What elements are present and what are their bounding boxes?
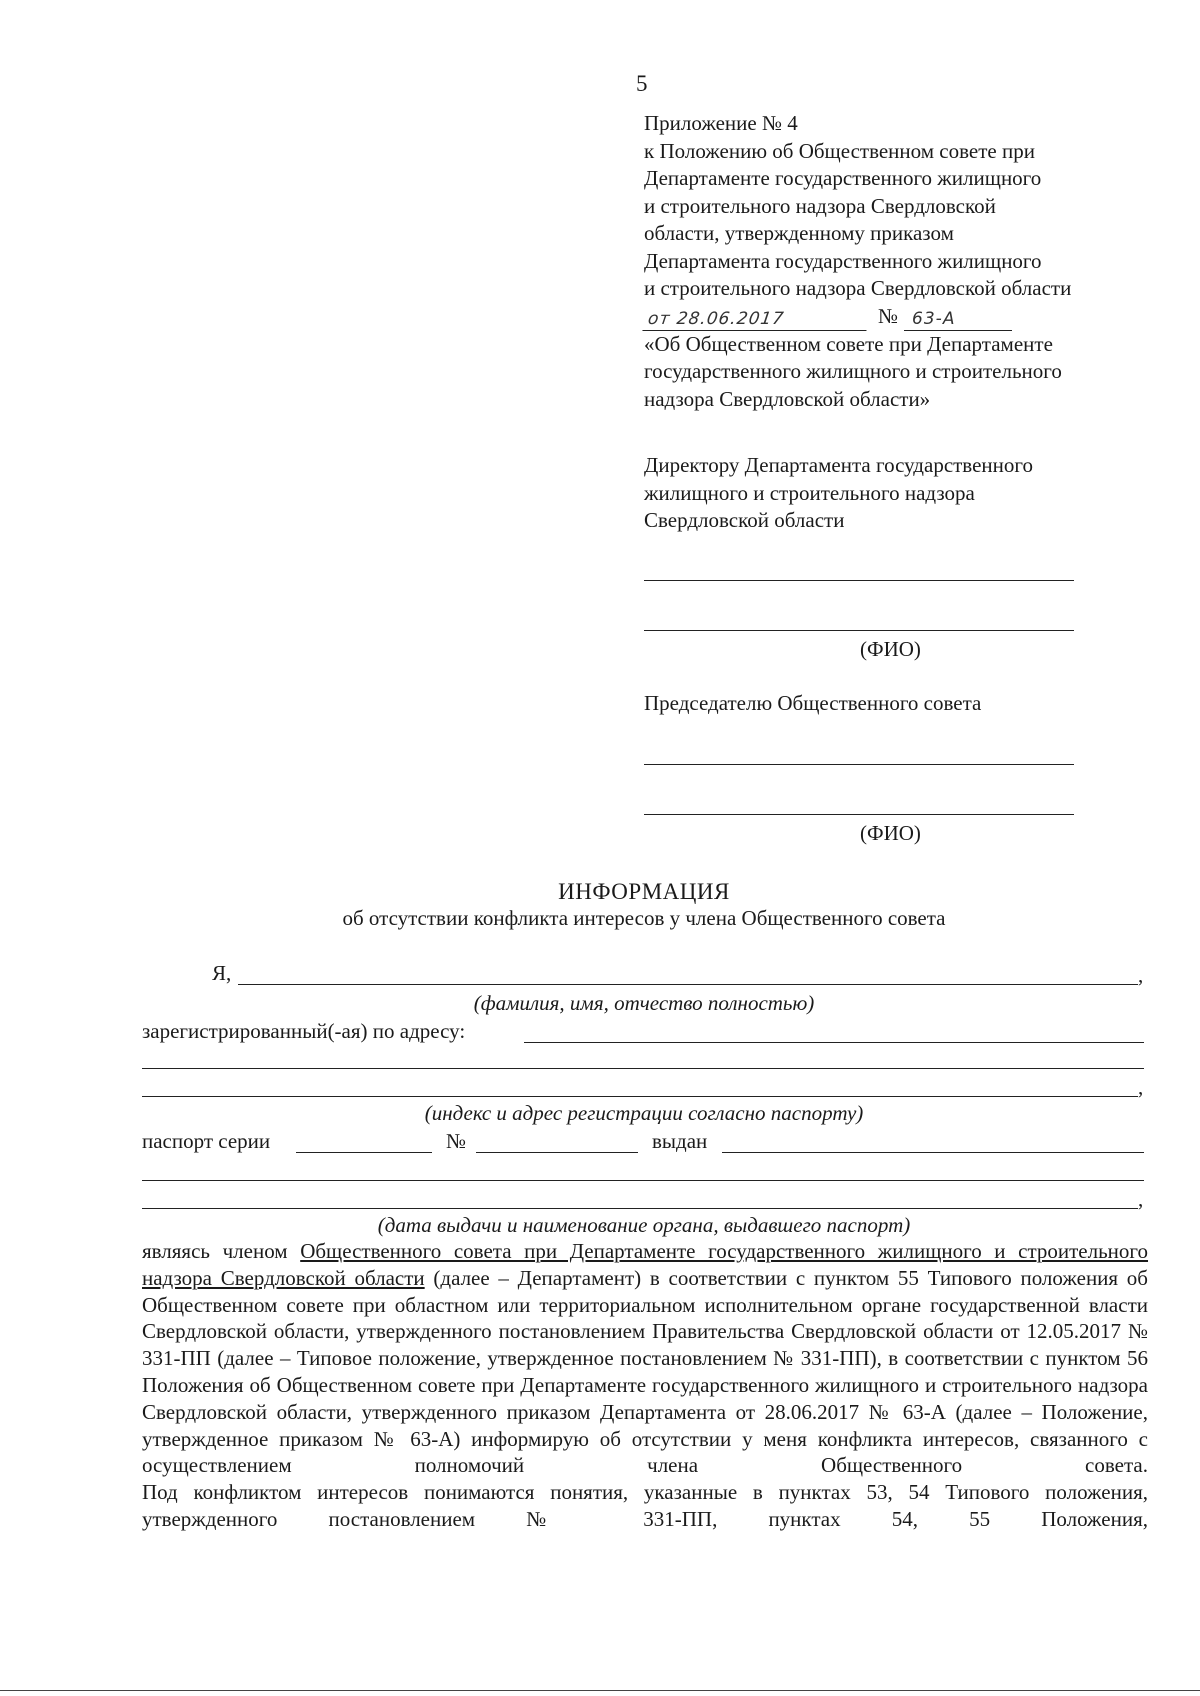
- document-title: ИНФОРМАЦИЯ: [558, 879, 730, 904]
- appendix-line: Департамента государственного жилищного: [644, 248, 1042, 273]
- appendix-line: области, утвержденному приказом: [644, 221, 954, 245]
- chair-name-line-2: [644, 814, 1074, 815]
- appendix-header: [644, 110, 1164, 413]
- body-text: [142, 1238, 1148, 1533]
- appendix-line: к Положению об Общественном совете при: [644, 138, 1035, 163]
- issued-fill-line-1: [722, 1152, 1144, 1153]
- issued-hint: (дата выдачи и наименование органа, выдавшего паспорт): [377, 1213, 911, 1237]
- fio-hint: (фамилия, имя, отчество полностью): [473, 991, 815, 1015]
- address-fill-line-3: [142, 1096, 1138, 1097]
- comma: ,: [1138, 963, 1144, 987]
- page-number: 5: [636, 71, 648, 96]
- order-title-line: надзора Свердловской области»: [644, 386, 931, 411]
- chair-fio-label: (ФИО): [860, 821, 921, 845]
- address-fill-line-2: [142, 1068, 1144, 1069]
- addressee-line: Свердловской области: [644, 508, 845, 532]
- passport-series-label: паспорт серии: [142, 1129, 271, 1153]
- comma: ,: [1138, 1075, 1144, 1099]
- body-paragraph-2: Под конфликтом интересов понимаются понятия, указанные в пунктах 53, 54 Типового положения, утвержденного постановлением № 331-ПП, пунктах 54, 55 Положения,: [142, 1480, 1148, 1531]
- addressee-line: Председателю Общественного совета: [644, 691, 982, 715]
- appendix-line: и строительного надзора Свердловской: [644, 193, 996, 218]
- addressee-line: Директору Департамента государственного: [644, 453, 1033, 477]
- order-date-number-line: [644, 303, 1164, 331]
- fio-fill-line: [238, 984, 1138, 985]
- address-fill-line-1: [524, 1042, 1144, 1043]
- number-sign: №: [878, 304, 899, 328]
- issued-label: выдан: [652, 1129, 708, 1153]
- addressee-director: [644, 452, 1164, 535]
- director-name-line-2: [644, 630, 1074, 631]
- issued-fill-line-3: [142, 1208, 1138, 1209]
- passport-number-fill-line: [476, 1152, 638, 1153]
- order-title-line: государственного жилищного и строительного: [644, 359, 1062, 383]
- council-name-underlined: Общественного совета при Департаменте государственного жилищного и строительного надзора Свердловской области: [142, 1239, 1149, 1290]
- body-lead: являясь членом: [142, 1239, 301, 1263]
- address-label: зарегистрированный(-ая) по адресу:: [142, 1019, 466, 1043]
- passport-number-label: №: [446, 1129, 467, 1153]
- document-subtitle: об отсутствии конфликта интересов у члена Общественного совета: [342, 906, 946, 930]
- addressee-chair: [644, 690, 1164, 718]
- order-title-line: «Об Общественном совете при Департаменте: [644, 331, 1053, 356]
- body-paragraph-1: [142, 1238, 1148, 1479]
- address-hint: (индекс и адрес регистрации согласно паспорту): [424, 1101, 864, 1125]
- comma: ,: [1138, 1187, 1144, 1211]
- director-fio-label: (ФИО): [860, 637, 921, 661]
- passport-series-fill-line: [296, 1152, 432, 1153]
- handwritten-date: от 28.06.2017: [642, 308, 869, 331]
- handwritten-number: 63-А: [904, 308, 1012, 331]
- i-label: Я,: [212, 961, 232, 985]
- appendix-line: и строительного надзора Свердловской области: [644, 276, 1072, 300]
- page-bottom-rule: [0, 1690, 1200, 1691]
- addressee-line: жилищного и строительного надзора: [644, 480, 975, 505]
- director-name-line-1: [644, 580, 1074, 581]
- body-rest: (далее – Департамент) в соответствии с пунктом 55 Типового положения об Общественном совете при областном или территориальном исполнительном органе государственной власти Свердловской области, утвержденного постановлением Правительства Свердловской области от 12.05.2017 № 331-ПП (далее – Типовое положение, утвержденное постановлением № 331-ПП), в соответствии с пунктом 56 Положения об Общественном совете при Департаменте государственного жилищного и строительного надзора Свердловской области, утвержденного приказом Департамента от 28.06.2017 № 63-А (далее – Положение, утвержденное приказом № 63-А) информирую об отсутствии у меня конфликта интересов, связанного с осуществлением полномочий члена Общественного совета.: [142, 1265, 1148, 1478]
- chair-name-line-1: [644, 764, 1074, 765]
- appendix-line: Приложение № 4: [644, 111, 798, 135]
- appendix-line: Департаменте государственного жилищного: [644, 166, 1042, 190]
- issued-fill-line-2: [142, 1180, 1144, 1181]
